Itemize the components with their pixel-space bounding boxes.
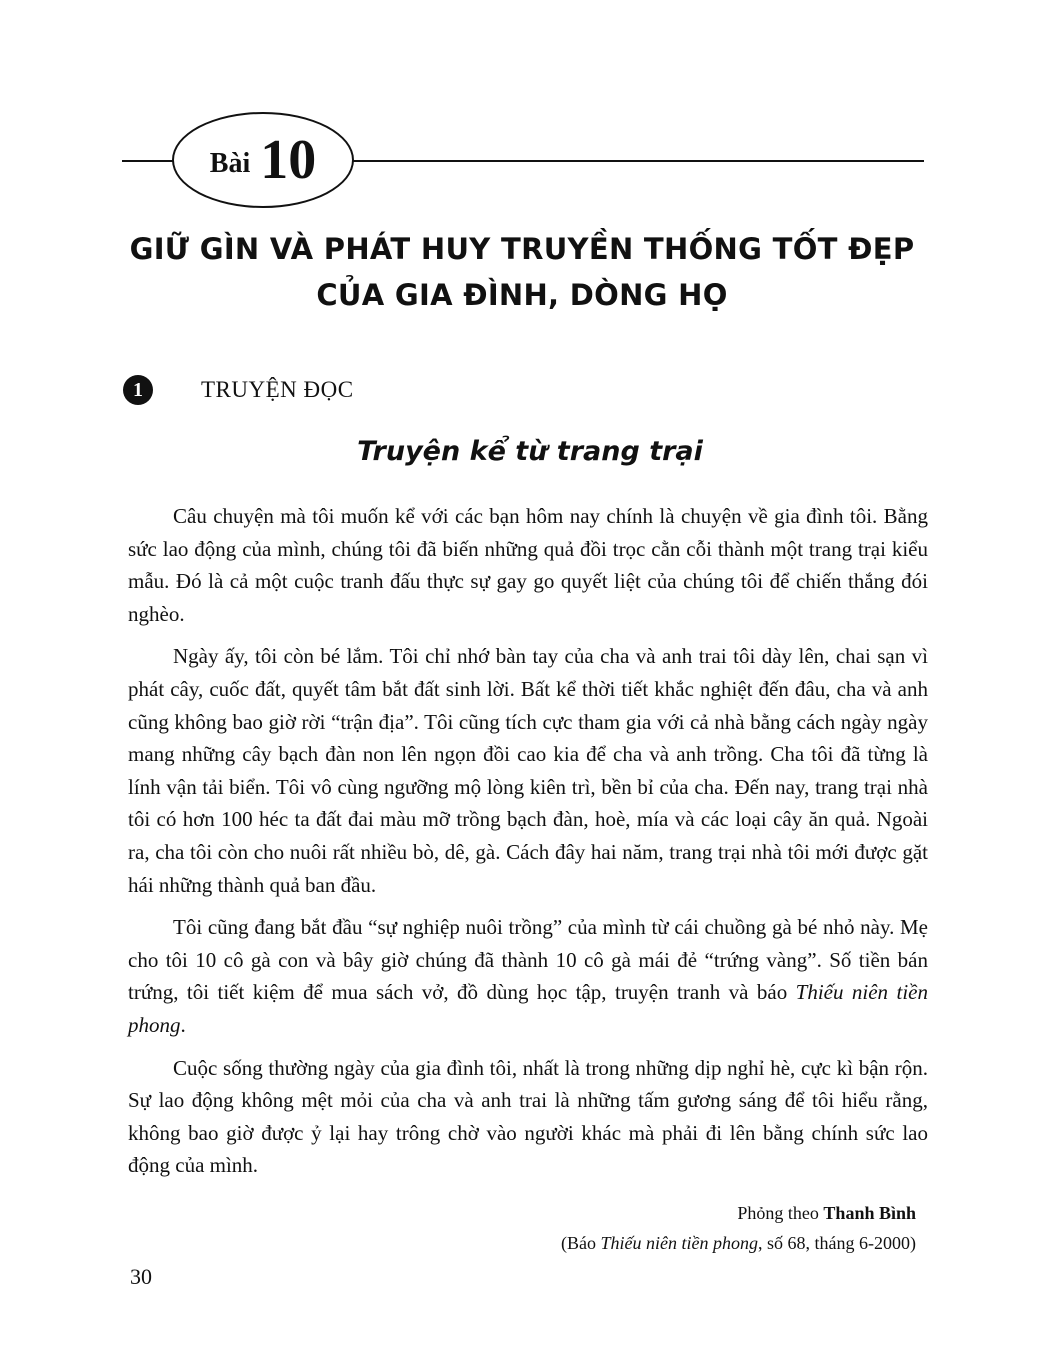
lesson-title-line-2: CỦA GIA ĐÌNH, DÒNG HỌ bbox=[316, 278, 728, 312]
section-title: TRUYỆN ĐỌC bbox=[201, 377, 354, 402]
page-number: 30 bbox=[130, 1264, 152, 1289]
paragraph-text: Tôi cũng đang bắt đầu “sự nghiệp nuôi trồng” của mình từ cái chuồng gà bé nhỏ này. Mẹ cho tôi 10 cô gà con và bây giờ chúng đã thành 10 cô gà mái đẻ “trứng vàng”. Số tiền bán trứng, tôi tiết kiệm để mua sách vở, đồ dùng học tập, truyện tranh và báo bbox=[128, 915, 928, 1005]
story-body bbox=[128, 500, 928, 1192]
lesson-word: Bài bbox=[209, 148, 251, 179]
source-author: Thanh Bình bbox=[823, 1203, 916, 1223]
source-rest: , số 68, tháng 6-2000) bbox=[758, 1233, 916, 1253]
lesson-badge bbox=[172, 112, 354, 208]
paragraph: Cuộc sống thường ngày của gia đình tôi, nhất là trong những dịp nghỉ hè, cực kì bận rộn. Sự lao động không mệt mỏi của cha và anh trai là những tấm gương sáng để tôi hiểu rằng, không bao giờ được ỷ lại hay trông chờ vào người khác mà phải đi lên bằng chính sức lao động của mình. bbox=[128, 1055, 928, 1178]
paragraph: Câu chuyện mà tôi muốn kể với các bạn hôm nay chính là chuyện về gia đình tôi. Bằng sức lao động của mình, chúng tôi đã biến những quả đồi trọc cằn cỗi thành một trang trại kiểu mẫu. Đó là cả một cuộc tranh đấu thực sự gay go quyết liệt của chúng tôi để chiến thắng đói nghèo. bbox=[128, 504, 928, 626]
source-prefix: Phỏng theo bbox=[737, 1203, 819, 1223]
lesson-rule-right bbox=[352, 160, 924, 162]
source-open: (Báo bbox=[561, 1233, 601, 1253]
section-heading bbox=[123, 372, 354, 408]
lesson-rule-left bbox=[122, 160, 174, 162]
lesson-title-line-1: GIỮ GÌN VÀ PHÁT HUY TRUYỀN THỐNG TỐT ĐẸP bbox=[129, 232, 915, 266]
source-author-line bbox=[561, 1198, 916, 1228]
source-newspaper: Thiếu niên tiền phong bbox=[600, 1233, 759, 1253]
paragraph-end: . bbox=[180, 1012, 186, 1037]
section-number-badge: 1 bbox=[123, 375, 153, 405]
paragraph: Ngày ấy, tôi còn bé lắm. Tôi chỉ nhớ bàn tay của cha và anh trai tôi dày lên, chai sạn vì phát cây, cuốc đất, quyết tâm bắt đất sinh lời. Bất kể thời tiết khắc nghiệt đến đâu, cha và anh cũng không bao giờ rời “trận địa”. Tôi cũng tích cực tham gia với cả nhà bằng cách ngày ngày mang những cây bạch đàn non lên ngọn đồi cao kia để cha và anh trồng. Cha tôi đã từng là lính vận tải biển. Tôi vô cùng ngưỡng mộ lòng kiên trì, bền bỉ của cha. Đến nay, trang trại nhà tôi có hơn 100 héc ta đất đai màu mỡ trồng bạch đàn, hoè, mía và các loại cây ăn quả. Ngoài ra, cha tôi còn cho nuôi rất nhiều bò, dê, gà. Cách đây hai năm, trang trại nhà tôi mới được gặt hái những thành quả ban đầu. bbox=[128, 644, 928, 897]
newspaper-name: Thiếu niên tiền phong bbox=[128, 980, 928, 1037]
source-publication-line bbox=[561, 1228, 916, 1258]
lesson-number: 10 bbox=[260, 129, 317, 191]
story-title: Truyện kể từ trang trại bbox=[357, 436, 703, 467]
lesson-title bbox=[100, 226, 944, 318]
source-citation bbox=[561, 1198, 916, 1258]
paragraph bbox=[128, 911, 928, 1041]
